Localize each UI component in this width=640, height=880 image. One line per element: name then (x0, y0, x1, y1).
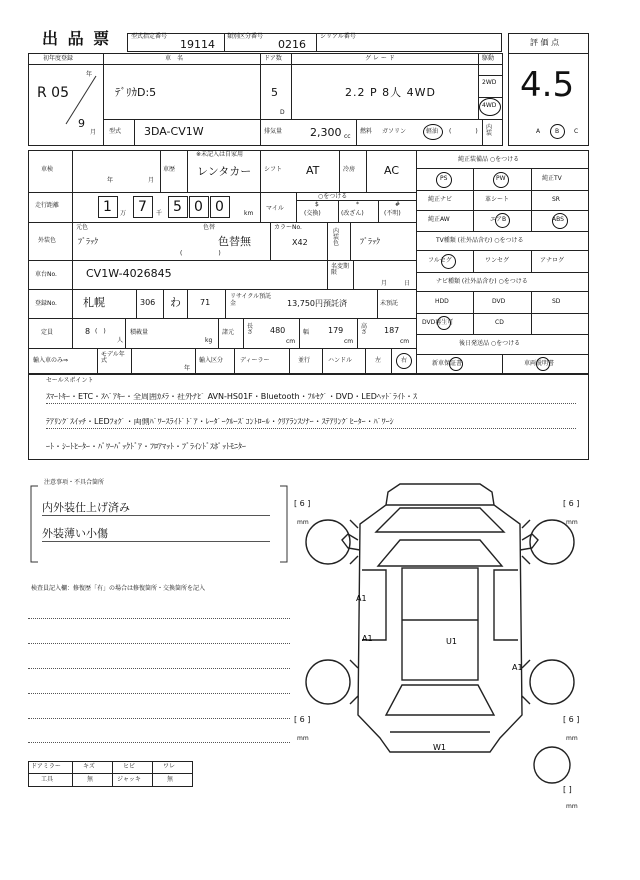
legend-h3: ヒビ (123, 763, 136, 770)
interior-label: 内装 (486, 124, 493, 137)
mileage-digit-2 (133, 196, 153, 218)
width-value: 179 (328, 326, 344, 335)
handle-left: 左 (375, 357, 382, 364)
mileage-sen: 千 (156, 210, 163, 217)
mileage-unit: km (244, 210, 254, 217)
usage-note: ※未記入は自家用 (196, 151, 244, 158)
mark-unknown-symbol: # (395, 201, 401, 208)
recycle-label: リサイクル預託金 (230, 293, 272, 308)
equip-aw: 純正AW (428, 216, 450, 223)
tire-rr-depth: [ 6 ] (563, 715, 580, 724)
height-unit: cm (400, 338, 410, 345)
mark-exchange: (交換) (304, 210, 321, 217)
inspection-month-unit: 月 (148, 177, 155, 184)
navi-dvd-play: DVD再生可 (422, 319, 454, 326)
doors-suffix: D (280, 109, 285, 116)
color-label: 外装色 (38, 237, 57, 244)
equip-abs: ABS (552, 216, 564, 223)
legend-v4: 無 (167, 776, 174, 783)
spare-unit: mm (566, 803, 578, 810)
mileage-digit-5-value: 0 (215, 199, 224, 215)
tire-fl-depth: [ 6 ] (294, 499, 311, 508)
registration-label: 登録No. (35, 300, 57, 307)
serial-label: シリアル番号 (320, 33, 356, 40)
equipment-header: 純正装備品 ○をつける (458, 156, 520, 163)
displacement-value: 2,300 (310, 126, 342, 139)
repaint-value: 色替無 (218, 235, 251, 248)
first-reg-label: 初年度登録 (43, 55, 74, 62)
model-designation-value: 19114 (180, 38, 215, 51)
handle-right: 右 (401, 357, 408, 364)
tire-rr-unit: mm (566, 735, 578, 742)
capacity-label: 定員 (41, 329, 54, 336)
navi-sd: SD (552, 298, 561, 305)
mileage-digit-2-value: 7 (138, 199, 147, 215)
tire-rl-unit: mm (297, 735, 309, 742)
tv-oneseg: ワンセグ (485, 257, 510, 264)
fuel-diesel-circle (423, 124, 443, 140)
tire-rr-value: 6 (568, 715, 574, 724)
registration-number: 71 (200, 298, 211, 307)
equip-leather: 革シート (485, 196, 510, 203)
mark-tamper: (改ざん) (341, 210, 364, 217)
equip-airbag: エアB (490, 216, 507, 223)
interior-b: B (555, 128, 560, 135)
equip-tv: 純正TV (542, 175, 562, 182)
later-manual: 車両説明書 (524, 360, 555, 367)
height-label: 高さ (361, 323, 368, 336)
ac-value: AC (384, 164, 400, 177)
repaint-paren: ( ) (180, 250, 221, 257)
doors-label: ドア数 (264, 55, 282, 62)
tv-analog: アナログ (540, 257, 565, 264)
notes-line-2: 外装薄い小傷 (42, 528, 270, 542)
load-label: 積載量 (130, 329, 149, 336)
recycle-unpaid: 未預託 (380, 300, 399, 307)
registration-kana: わ (170, 296, 181, 309)
parallel-option: 並行 (298, 357, 311, 364)
model-type-label: 型式 (109, 128, 122, 135)
mark-unknown: (不明) (384, 210, 401, 217)
tire-rl-depth: [ 6 ] (294, 715, 311, 724)
inspection-label: 車検 (41, 166, 54, 173)
tire-fr-depth: [ 6 ] (563, 499, 580, 508)
tire-rl-value: 6 (299, 715, 305, 724)
dims-label: 諸元 (222, 329, 235, 336)
mileage-label: 走行距離 (35, 202, 60, 209)
length-label: 長さ (247, 323, 254, 336)
navi-hdd: HDD (435, 298, 449, 305)
mileage-digit-1 (98, 196, 118, 218)
shift-value: AT (306, 164, 320, 177)
sales-label: セールスポイント (46, 377, 94, 384)
repaint-label: 色替 (203, 224, 216, 231)
fuel-gasoline: ガソリン (382, 128, 407, 135)
fuel-paren: ( ) (449, 128, 478, 135)
mileage-digit-1-value: 1 (103, 199, 112, 215)
equip-pw: PW (496, 175, 506, 182)
notes-line-1: 内外装仕上げ済み (42, 502, 270, 516)
equip-pw-circle (493, 172, 509, 188)
tv-fullseg-circle (441, 254, 456, 269)
shift-label: シフト (264, 166, 283, 173)
dealer-option: ディーラー (240, 357, 270, 364)
name-change-month: 月 (381, 280, 388, 287)
mileage-digit-3-value: 5 (173, 199, 182, 215)
length-unit: cm (286, 338, 296, 345)
mileage-digit-5 (210, 196, 230, 218)
mileage-man: 万 (120, 210, 127, 217)
recycle-value: 13,750円預託済 (287, 299, 347, 308)
drive-4wd-circle (479, 98, 501, 116)
color-no-value: X42 (292, 238, 308, 247)
later-warranty-circle (449, 357, 463, 371)
later-header: 後日発送品 ○をつける (459, 340, 521, 347)
inspection-year-unit: 年 (107, 177, 114, 184)
spare-depth: [ ] (563, 785, 572, 794)
car-body-diagram (290, 470, 590, 810)
capacity-paren: ( ) (95, 328, 106, 335)
notes-label: 注意事項・不具合箇所 (44, 479, 105, 486)
tire-fl-unit: mm (297, 519, 309, 526)
usage-label: 車歴 (163, 166, 176, 173)
fuel-label: 燃料 (360, 128, 373, 135)
interior-color-label: 内装色 (333, 228, 340, 247)
tire-fl-value: 6 (299, 499, 305, 508)
model-designation-label: 型式指定番号 (131, 33, 168, 40)
vehicle-name-label: 車 名 (165, 55, 184, 62)
equip-abs-circle (552, 213, 568, 229)
damage-mark-a1-left-front: A1 (356, 594, 367, 603)
import-only-label: 輸入車のみ⇒ (33, 357, 69, 364)
interior-color-value: ﾌﾞﾗｯｸ (360, 237, 380, 246)
equip-ps: PS (440, 175, 448, 182)
navi-dvd-play-circle (437, 316, 451, 330)
capacity-value: 8 (85, 327, 91, 336)
document-title: 出 品 票 (42, 29, 112, 48)
legend-v3: ジャッキ (117, 776, 141, 783)
damage-mark-u1-roof: U1 (446, 637, 457, 646)
registration-region: 札幌 (83, 296, 105, 309)
capacity-unit: 人 (117, 337, 124, 344)
sales-line-1: ｽﾏｰﾄｷｰ・ETC・ｽﾍﾟｱｷｰ・全周囲ｶﾒﾗ・社外ﾅﾋﾞ AVN-HS01F・Bluetooth・ﾌﾙｾｸﾞ・DVD・LEDﾍｯﾄﾞﾗｲﾄ・ｽ (46, 393, 576, 404)
ac-label: 冷房 (343, 166, 356, 173)
category-value: 0216 (278, 38, 306, 51)
original-color-value: ﾌﾞﾗｯｸ (78, 237, 98, 246)
grade-value: 2.2 P 8人 4WD (345, 86, 436, 99)
vehicle-name-value: ﾃﾞﾘｶD:5 (115, 86, 157, 99)
inspector-label: 検査員記入欄：修復歴「有」の場合は修復箇所・交換箇所を記入 (31, 585, 206, 592)
interior-c: C (574, 128, 579, 135)
displacement-unit: cc (344, 133, 351, 140)
interior-a: A (536, 128, 541, 135)
mileage-marks-header: ○をつける (318, 193, 348, 200)
equip-navi: 純正ナビ (428, 196, 453, 203)
doors-value: 5 (271, 86, 278, 99)
height-value: 187 (384, 326, 400, 335)
later-warranty: 新車保証書 (432, 360, 463, 367)
drive-4wd: 4WD (482, 102, 497, 109)
equip-airbag-circle (495, 213, 510, 228)
sales-line-2: ﾃｱﾘﾝｸﾞｽｲｯﾁ・LEDﾌｫｸﾞ・両側ﾊﾟﾜｰｽﾗｲﾄﾞﾄﾞｱ・ﾚｰﾀﾞｰｸﾙｰｽﾞｺﾝﾄﾛｰﾙ・ｸﾘｱﾗﾝｽｿﾅｰ・ｽﾃｱﾘﾝｸﾞﾋｰﾀｰ・ﾊﾟﾜｰｼ (46, 418, 576, 429)
mileage-digit-4 (189, 196, 209, 218)
drive-label: 駆動 (482, 55, 495, 62)
handle-label: ハンドル (328, 357, 353, 364)
score-value: 4.5 (520, 65, 575, 105)
equip-ps-circle (436, 172, 452, 188)
category-label: 類別区分番号 (227, 33, 264, 40)
sales-line-3: ｰﾄ・ｼｰﾄﾋｰﾀｰ・ﾊﾟﾜｰﾊﾞｯｸﾄﾞｱ・ﾌﾛｱﾏｯﾄ・ﾌﾞﾗｲﾝﾄﾞｽﾎﾟｯﾄﾓﾆﾀｰ (46, 442, 246, 451)
legend-v1: 工具 (41, 776, 54, 783)
damage-mark-w1-rear-glass: W1 (433, 743, 446, 752)
first-reg-year-unit: 年 (86, 71, 93, 78)
handle-right-circle (396, 353, 412, 369)
legend-h2: キズ (83, 763, 95, 770)
original-color-label: 元色 (76, 224, 89, 231)
damage-mark-a1-right-rear: A1 (512, 663, 523, 672)
tv-header: TV種類 (社外品含む) ○をつける (436, 237, 524, 244)
chassis-value: CV1W-4026845 (86, 267, 172, 280)
legend-h4: ワレ (163, 763, 176, 770)
legend-v2: 無 (87, 776, 94, 783)
fuel-diesel: 軽油 (426, 128, 439, 135)
equip-sr: SR (552, 196, 560, 203)
registration-class: 306 (140, 298, 156, 307)
model-year-unit: 年 (184, 365, 191, 372)
model-year-label: モデル年式 (101, 351, 125, 364)
grade-label: グ レ ー ド (365, 55, 395, 62)
navi-header: ナビ種類 (社外品含む) ○をつける (436, 278, 528, 285)
first-reg-month-unit: 月 (90, 129, 97, 136)
displacement-label: 排気量 (264, 128, 283, 135)
width-unit: cm (344, 338, 354, 345)
legend-h1: ドアミラー (31, 763, 61, 770)
later-manual-circle (536, 357, 550, 371)
name-change-day: 日 (404, 280, 411, 287)
first-reg-year: R 05 (37, 85, 69, 101)
navi-cd: CD (495, 319, 504, 326)
damage-mark-a1-left-rear: A1 (362, 634, 373, 643)
length-value: 480 (270, 326, 286, 335)
mark-tamper-symbol: * (356, 201, 359, 208)
usage-value: レンタカー (197, 165, 252, 178)
mileage-digit-4-value: 0 (194, 199, 203, 215)
chassis-label: 車台No. (35, 271, 57, 278)
first-reg-month: 9 (78, 117, 85, 130)
tire-fr-value: 6 (568, 499, 574, 508)
interior-b-circle (550, 124, 565, 139)
mark-exchange-symbol: $ (315, 201, 319, 208)
color-no-label: カラーNo. (274, 224, 302, 231)
tire-fr-unit: mm (566, 519, 578, 526)
width-label: 幅 (303, 329, 310, 336)
mile-label: マイル (266, 205, 284, 212)
drive-2wd: 2WD (482, 79, 497, 86)
model-type-value: 3DA-CV1W (144, 125, 204, 138)
score-label: 評 価 点 (530, 38, 560, 47)
load-unit: kg (205, 337, 213, 344)
mileage-digit-3 (168, 196, 188, 218)
tv-fullseg: フルセグ (428, 257, 452, 264)
name-change-label: 名変期限 (331, 263, 350, 276)
import-class-label: 輸入区分 (199, 357, 224, 364)
navi-dvd: DVD (492, 298, 506, 305)
